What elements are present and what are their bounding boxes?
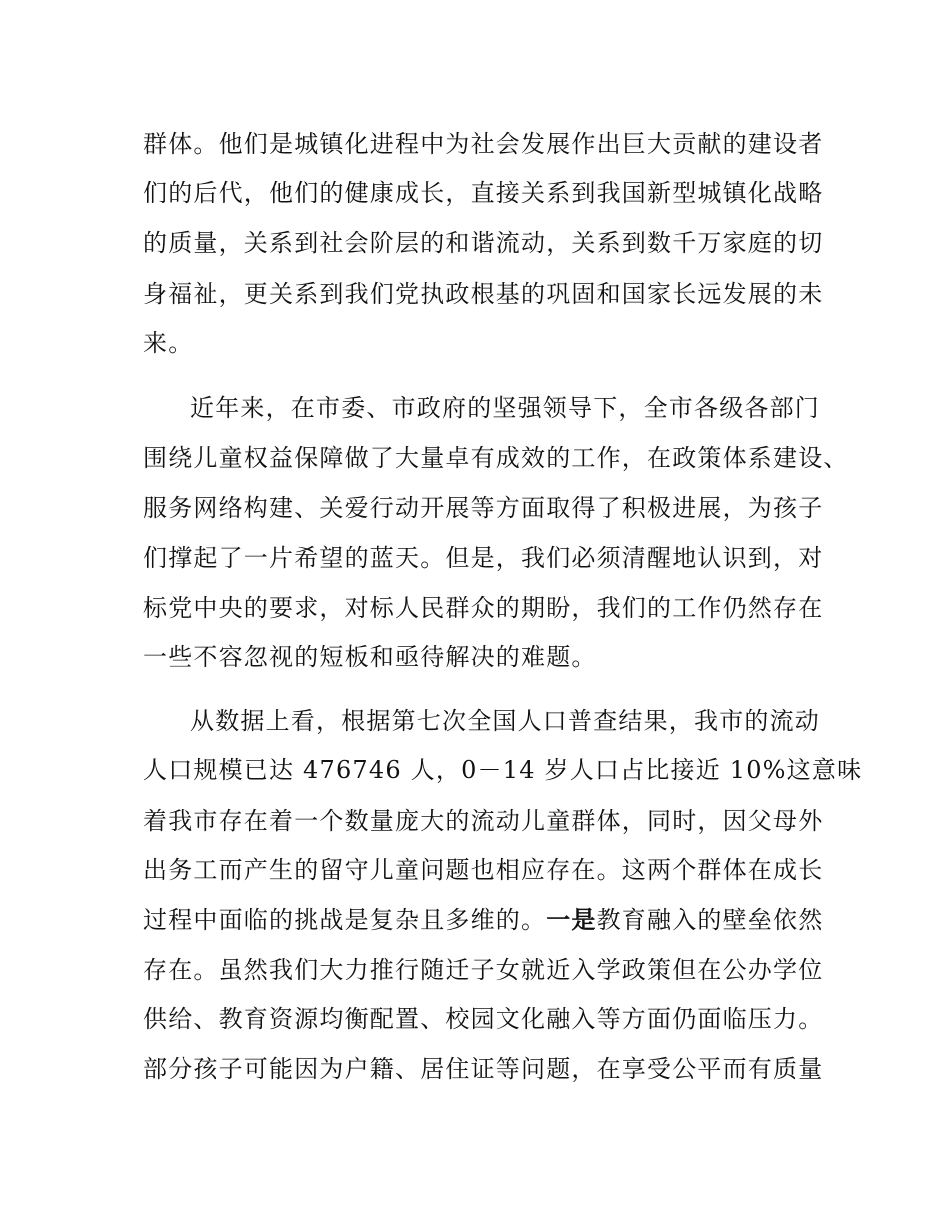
paragraph-3-line-1: 从数据上看，根据第七次全国人口普查结果，我市的流动 bbox=[190, 707, 820, 735]
paragraph-1-line-5: 来。 bbox=[143, 329, 194, 357]
paragraph-2-line-3: 服务网络构建、关爱行动开展等方面取得了积极进展，为孩子 bbox=[143, 494, 824, 522]
paragraph-1-line-4: 身福祉，更关系到我们党执政根基的巩固和国家长远发展的未 bbox=[143, 280, 824, 308]
paragraph-3-line-8: 部分孩子可能因为户籍、居住证等问题，在享受公平而有质量 bbox=[143, 1055, 824, 1083]
paragraph-3-line-2: 人口规模已达 476746 人，0－14 岁人口占比接近 10%这意味 bbox=[143, 756, 863, 784]
paragraph-2-line-4: 们撑起了一片希望的蓝天。但是，我们必须清醒地认识到，对 bbox=[143, 544, 824, 572]
paragraph-3-line-4: 出务工而产生的留守儿童问题也相应存在。这两个群体在成长 bbox=[143, 856, 824, 884]
paragraph-2-line-5: 标党中央的要求，对标人民群众的期盼，我们的工作仍然存在 bbox=[143, 594, 824, 622]
paragraph-3-line-5-tail: 教育融入的壁垒依然 bbox=[596, 906, 824, 934]
paragraph-1-line-1: 群体。他们是城镇化进程中为社会发展作出巨大贡献的建设者 bbox=[143, 130, 824, 158]
paragraph-3-line-3: 着我市存在着一个数量庞大的流动儿童群体，同时，因父母外 bbox=[143, 807, 824, 835]
paragraph-3-line-5 bbox=[143, 905, 823, 935]
paragraph-1-line-3: 的质量，关系到社会阶层的和谐流动，关系到数千万家庭的切 bbox=[143, 229, 824, 257]
paragraph-2-line-6: 一些不容忽视的短板和亟待解决的难题。 bbox=[143, 643, 597, 671]
paragraph-3-line-5-text: 过程中面临的挑战是复杂且多维的。 bbox=[143, 906, 547, 934]
paragraph-1-line-2: 们的后代，他们的健康成长，直接关系到我国新型城镇化战略 bbox=[143, 179, 824, 207]
paragraph-3-line-7: 供给、教育资源均衡配置、校园文化融入等方面仍面临压力。 bbox=[143, 1005, 824, 1033]
paragraph-3-line-6: 存在。虽然我们大力推行随迁子女就近入学政策但在公办学位 bbox=[143, 956, 824, 984]
first-point-marker: 一是 bbox=[546, 906, 597, 934]
paragraph-2-line-2: 围绕儿童权益保障做了大量卓有成效的工作，在政策体系建设、 bbox=[143, 444, 849, 472]
paragraph-2-line-1: 近年来，在市委、市政府的坚强领导下，全市各级各部门 bbox=[190, 394, 820, 422]
